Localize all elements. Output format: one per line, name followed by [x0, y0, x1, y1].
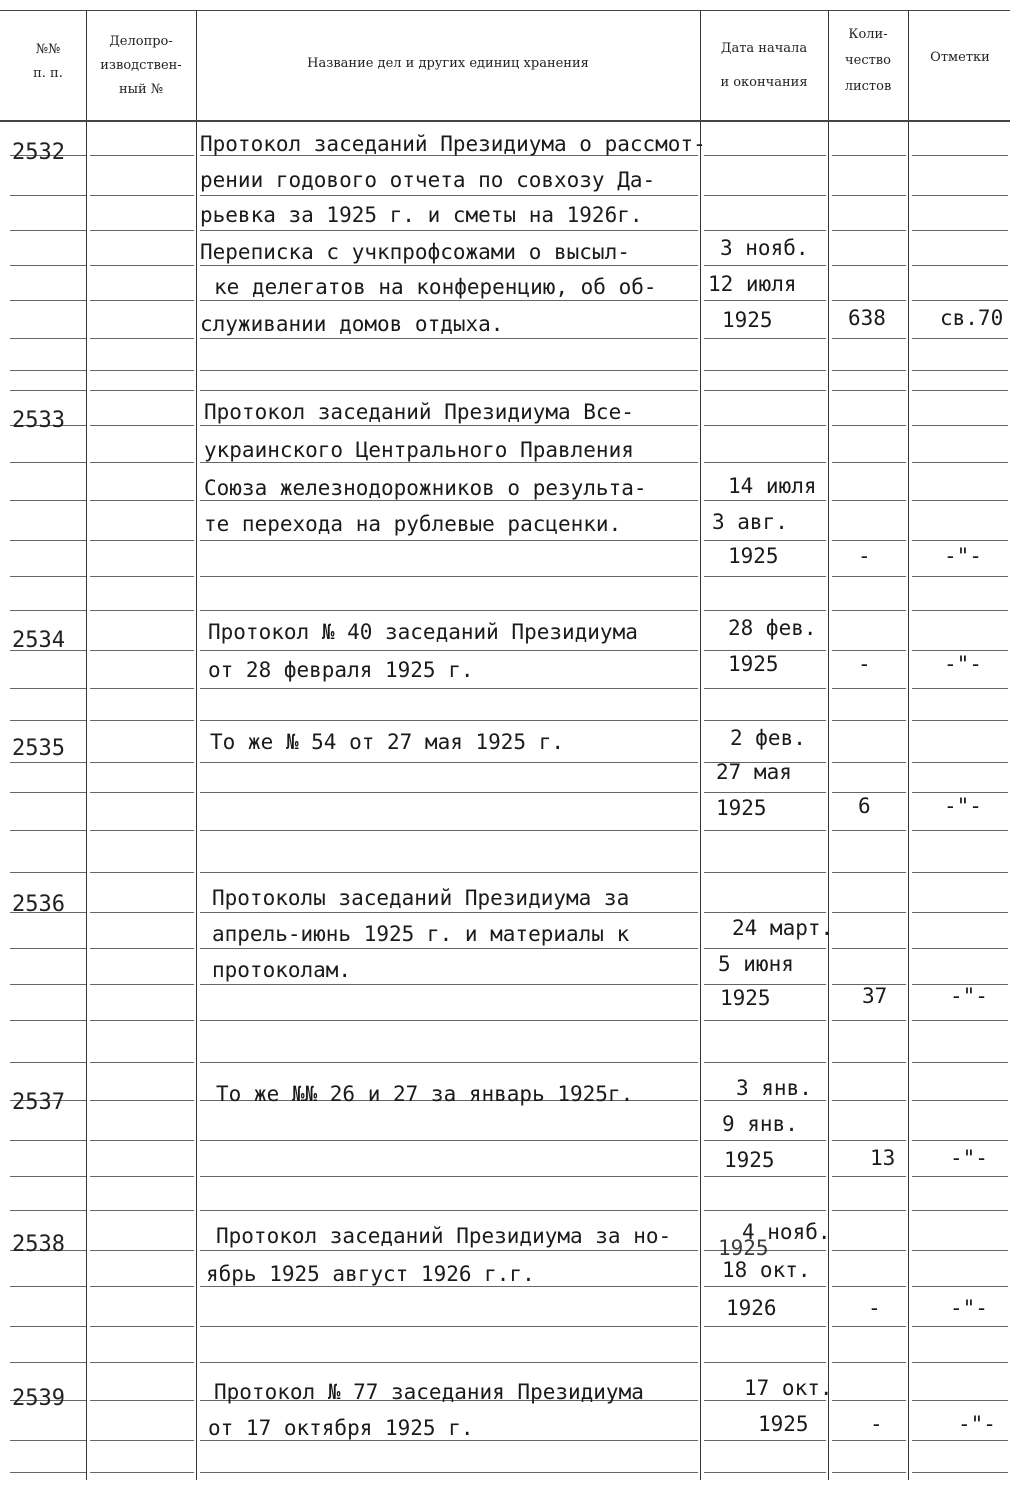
ruled-line: [832, 1100, 906, 1101]
sheet-count: -: [868, 1296, 881, 1320]
ruled-line: [912, 230, 1008, 231]
date-line: 4 нояб.: [742, 1220, 831, 1244]
ruled-line: [912, 688, 1008, 689]
ruled-line: [912, 195, 1008, 196]
title-line: Протокол заседаний Президиума Все-: [204, 400, 634, 424]
date-line: 1926: [726, 1296, 777, 1320]
ruled-line: [10, 792, 86, 793]
ruled-line: [832, 300, 906, 301]
header-number: №№ п. п.: [33, 42, 63, 81]
ruled-line: [704, 830, 826, 831]
ruled-line: [912, 948, 1008, 949]
title-line: Протокол заседаний Президиума о рассмот-: [200, 132, 706, 156]
ruled-line: [90, 1210, 194, 1211]
note: -"-: [944, 652, 982, 676]
ruled-line: [90, 1440, 194, 1441]
ruled-line: [832, 155, 906, 156]
ruled-line: [90, 390, 194, 391]
ruled-line: [912, 1286, 1008, 1287]
column-border: [196, 10, 197, 1480]
ruled-line: [90, 912, 194, 913]
ruled-line: [90, 1472, 194, 1473]
ruled-line: [90, 984, 194, 985]
ruled-line: [912, 1210, 1008, 1211]
title-line: те перехода на рублевые расценки.: [204, 512, 622, 536]
ruled-line: [90, 1100, 194, 1101]
ruled-line: [90, 762, 194, 763]
ruled-line: [704, 792, 826, 793]
date-line: 1925: [718, 1236, 769, 1260]
ruled-line: [832, 872, 906, 873]
ruled-line: [200, 1210, 698, 1211]
ruled-line: [200, 540, 698, 541]
column-border: [700, 10, 701, 1480]
ruled-line: [832, 425, 906, 426]
ruled-line: [704, 1400, 826, 1401]
ruled-line: [90, 720, 194, 721]
ruled-line: [912, 425, 1008, 426]
column-border: [908, 10, 909, 1480]
ruled-line: [832, 195, 906, 196]
title-line: То же № 54 от 27 мая 1925 г.: [210, 730, 565, 754]
ruled-line: [832, 540, 906, 541]
ruled-line: [832, 610, 906, 611]
ruled-line: [10, 576, 86, 577]
date-line: 3 авг.: [712, 510, 788, 534]
ruled-line: [90, 1020, 194, 1021]
ruled-line: [912, 830, 1008, 831]
ruled-line: [10, 1362, 86, 1363]
ruled-line: [200, 912, 698, 913]
ruled-line: [90, 576, 194, 577]
ruled-line: [200, 830, 698, 831]
ruled-line: [704, 1286, 826, 1287]
ruled-line: [200, 650, 698, 651]
ruled-line: [10, 830, 86, 831]
sheet-count: -: [858, 544, 871, 568]
ruled-line: [90, 688, 194, 689]
header-title: Название дел и других единиц хранения: [307, 56, 589, 71]
date-line: 2 фев.: [730, 726, 806, 750]
ruled-line: [90, 195, 194, 196]
ruled-line: [704, 912, 826, 913]
ruled-line: [10, 1020, 86, 1021]
ruled-line: [10, 872, 86, 873]
ruled-line: [90, 155, 194, 156]
ruled-line: [90, 230, 194, 231]
header-bottom-rule: [0, 120, 1010, 122]
note: -"-: [944, 794, 982, 818]
ruled-line: [912, 1400, 1008, 1401]
ruled-line: [832, 762, 906, 763]
ruled-line: [912, 500, 1008, 501]
ruled-line: [832, 1062, 906, 1063]
date-line: 12 июля: [708, 272, 797, 296]
ruled-line: [832, 265, 906, 266]
ruled-line: [832, 1472, 906, 1473]
ruled-line: [200, 1326, 698, 1327]
title-line: апрель-июнь 1925 г. и материалы к: [212, 922, 630, 946]
ruled-line: [704, 720, 826, 721]
ruled-line: [832, 462, 906, 463]
row-number: 2535: [12, 736, 65, 761]
ruled-line: [10, 300, 86, 301]
ruled-line: [10, 500, 86, 501]
ruled-line: [912, 576, 1008, 577]
date-line: 1925: [720, 986, 771, 1010]
ruled-line: [704, 1062, 826, 1063]
ruled-line: [704, 370, 826, 371]
row-number: 2534: [12, 628, 65, 653]
ruled-line: [832, 650, 906, 651]
note: -"-: [958, 1412, 996, 1436]
ruled-line: [10, 1140, 86, 1141]
ruled-line: [912, 540, 1008, 541]
row-number: 2539: [12, 1386, 65, 1411]
row-number: 2538: [12, 1232, 65, 1257]
note: -"-: [944, 544, 982, 568]
row-number: 2532: [12, 140, 65, 165]
ruled-line: [704, 540, 826, 541]
title-line: рьевка за 1925 г. и сметы на 1926г.: [200, 203, 643, 227]
ruled-line: [912, 390, 1008, 391]
ruled-line: [704, 1472, 826, 1473]
ruled-line: [200, 462, 698, 463]
ruled-line: [10, 1286, 86, 1287]
ruled-line: [704, 462, 826, 463]
ruled-line: [912, 720, 1008, 721]
ruled-line: [200, 948, 698, 949]
ruled-line: [10, 265, 86, 266]
ruled-line: [832, 1286, 906, 1287]
date-line: 18 окт.: [722, 1258, 811, 1282]
date-line: 3 нояб.: [720, 236, 809, 260]
date-line: 1925: [724, 1148, 775, 1172]
ruled-line: [10, 948, 86, 949]
ruled-line: [90, 792, 194, 793]
ruled-line: [90, 500, 194, 501]
ruled-line: [90, 1176, 194, 1177]
title-line: Переписка с учкпрофсожами о высыл-: [200, 240, 630, 264]
ruled-line: [704, 1326, 826, 1327]
ruled-line: [704, 265, 826, 266]
date-line: 1925: [716, 796, 767, 820]
ruled-line: [912, 1440, 1008, 1441]
ruled-line: [704, 1362, 826, 1363]
ruled-line: [832, 948, 906, 949]
ruled-line: [912, 1362, 1008, 1363]
ruled-line: [832, 792, 906, 793]
ruled-line: [832, 1326, 906, 1327]
date-line: 3 янв.: [736, 1076, 812, 1100]
ruled-line: [832, 1250, 906, 1251]
ruled-line: [10, 1326, 86, 1327]
ruled-line: [10, 1210, 86, 1211]
ruled-line: [912, 650, 1008, 651]
ruled-line: [10, 720, 86, 721]
ruled-line: [90, 370, 194, 371]
ruled-line: [912, 300, 1008, 301]
ruled-line: [10, 390, 86, 391]
ruled-line: [90, 1286, 194, 1287]
title-line: от 28 февраля 1925 г.: [208, 658, 474, 682]
ruled-line: [832, 1362, 906, 1363]
ruled-line: [200, 1062, 698, 1063]
sheet-count: -: [858, 652, 871, 676]
ruled-line: [90, 650, 194, 651]
ruled-line: [704, 300, 826, 301]
title-line: ябрь 1925 август 1926 г.г.: [206, 1262, 535, 1286]
date-line: 1925: [722, 308, 773, 332]
ruled-line: [10, 610, 86, 611]
ruled-line: [200, 425, 698, 426]
ruled-line: [90, 425, 194, 426]
ruled-line: [912, 762, 1008, 763]
ruled-line: [200, 610, 698, 611]
ruled-line: [832, 370, 906, 371]
ruled-line: [832, 576, 906, 577]
ruled-line: [912, 265, 1008, 266]
ruled-line: [200, 230, 698, 231]
ruled-line: [90, 338, 194, 339]
ruled-line: [832, 1140, 906, 1141]
date-line: 24 март.: [732, 916, 834, 940]
ruled-line: [912, 792, 1008, 793]
ruled-line: [832, 338, 906, 339]
title-line: протоколам.: [212, 958, 352, 982]
title-line: от 17 октября 1925 г.: [208, 1416, 474, 1440]
ruled-line: [912, 1326, 1008, 1327]
ruled-line: [704, 948, 826, 949]
ruled-line: [704, 230, 826, 231]
ruled-line: [200, 1286, 698, 1287]
ruled-line: [832, 1210, 906, 1211]
title-line: Протокол заседаний Президиума за но-: [216, 1224, 672, 1248]
note: -"-: [950, 1146, 988, 1170]
ruled-line: [200, 370, 698, 371]
ruled-line: [832, 390, 906, 391]
ruled-line: [704, 1440, 826, 1441]
ruled-line: [912, 1176, 1008, 1177]
ruled-line: [90, 872, 194, 873]
ruled-line: [10, 370, 86, 371]
ruled-line: [200, 390, 698, 391]
ruled-line: [832, 830, 906, 831]
row-number: 2533: [12, 408, 65, 433]
ruled-line: [704, 1210, 826, 1211]
ruled-line: [200, 792, 698, 793]
note: -"-: [950, 984, 988, 1008]
ruled-line: [90, 1250, 194, 1251]
column-border: [86, 10, 87, 1480]
ruled-line: [90, 1362, 194, 1363]
ruled-line: [832, 1400, 906, 1401]
title-line: То же №№ 26 и 27 за январь 1925г.: [216, 1082, 634, 1106]
ruled-line: [200, 720, 698, 721]
ruled-line: [704, 1176, 826, 1177]
title-line: Протокол № 77 заседания Президиума: [214, 1380, 644, 1404]
ruled-line: [90, 1140, 194, 1141]
note: -"-: [950, 1296, 988, 1320]
ruled-line: [832, 500, 906, 501]
ruled-line: [704, 155, 826, 156]
ruled-line: [832, 1020, 906, 1021]
header-office-number: Делопро- изводствен- ный №: [100, 34, 182, 97]
date-line: 27 мая: [716, 760, 792, 784]
ruled-line: [200, 1472, 698, 1473]
sheet-count: 6: [858, 794, 871, 818]
ruled-line: [200, 500, 698, 501]
ruled-line: [10, 540, 86, 541]
ruled-line: [200, 338, 698, 339]
ruled-line: [704, 500, 826, 501]
note: св.70: [940, 306, 1004, 330]
ruled-line: [200, 1250, 698, 1251]
ruled-line: [912, 1250, 1008, 1251]
ruled-line: [200, 265, 698, 266]
ruled-line: [704, 1100, 826, 1101]
date-line: 17 окт.: [744, 1376, 833, 1400]
ruled-line: [912, 155, 1008, 156]
date-line: 1925: [728, 652, 779, 676]
ruled-line: [90, 300, 194, 301]
ruled-line: [704, 610, 826, 611]
ruled-line: [200, 195, 698, 196]
ruled-line: [912, 338, 1008, 339]
ruled-line: [832, 1440, 906, 1441]
ruled-line: [912, 1140, 1008, 1141]
title-line: Протоколы заседаний Президиума за: [212, 886, 630, 910]
ruled-line: [200, 1176, 698, 1177]
ruled-line: [90, 948, 194, 949]
ruled-line: [832, 688, 906, 689]
ruled-line: [10, 762, 86, 763]
ruled-line: [90, 462, 194, 463]
ruled-line: [200, 300, 698, 301]
ruled-line: [10, 338, 86, 339]
ruled-line: [90, 1400, 194, 1401]
ruled-line: [200, 872, 698, 873]
ruled-line: [200, 576, 698, 577]
ruled-line: [912, 1020, 1008, 1021]
ruled-line: [10, 230, 86, 231]
ruled-line: [10, 688, 86, 689]
ruled-line: [10, 195, 86, 196]
date-line: 1925: [758, 1412, 809, 1436]
title-line: украинского Центрального Правления: [204, 438, 634, 462]
date-line: 9 янв.: [722, 1112, 798, 1136]
title-line: ке делегатов на конференцию, об об-: [214, 275, 657, 299]
ruled-line: [90, 540, 194, 541]
ruled-line: [912, 462, 1008, 463]
date-line: 1925: [728, 544, 779, 568]
ruled-line: [10, 1176, 86, 1177]
ruled-line: [832, 1176, 906, 1177]
sheet-count: -: [870, 1412, 883, 1436]
title-line: Протокол № 40 заседаний Президиума: [208, 620, 638, 644]
row-number: 2536: [12, 892, 65, 917]
row-number: 2537: [12, 1090, 65, 1115]
ruled-line: [200, 1020, 698, 1021]
ruled-line: [704, 688, 826, 689]
ruled-line: [90, 1062, 194, 1063]
sheet-count: 37: [862, 984, 888, 1008]
title-line: рении годового отчета по совхозу Да-: [200, 168, 656, 192]
date-line: 14 июля: [728, 474, 817, 498]
ruled-line: [704, 650, 826, 651]
ruled-line: [90, 610, 194, 611]
header-notes: Отметки: [930, 50, 990, 65]
ruled-line: [832, 230, 906, 231]
ruled-line: [200, 1140, 698, 1141]
ruled-line: [10, 984, 86, 985]
ruled-line: [90, 830, 194, 831]
ruled-line: [704, 576, 826, 577]
ruled-line: [10, 462, 86, 463]
ruled-line: [704, 338, 826, 339]
ruled-line: [200, 688, 698, 689]
ruled-line: [912, 1100, 1008, 1101]
ruled-line: [10, 1440, 86, 1441]
ruled-line: [704, 195, 826, 196]
ruled-line: [10, 1472, 86, 1473]
ruled-line: [832, 720, 906, 721]
ruled-line: [912, 912, 1008, 913]
date-line: 28 фев.: [728, 616, 817, 640]
title-line: служивании домов отдыха.: [200, 312, 504, 336]
ruled-line: [200, 1440, 698, 1441]
sheet-count: 638: [848, 306, 886, 330]
ruled-line: [704, 390, 826, 391]
ruled-line: [200, 984, 698, 985]
ruled-line: [704, 1140, 826, 1141]
ruled-line: [704, 984, 826, 985]
ruled-line: [912, 1472, 1008, 1473]
ruled-line: [90, 1326, 194, 1327]
header-dates: Дата начала и окончания: [720, 41, 808, 90]
ruled-line: [912, 370, 1008, 371]
sheet-count: 13: [870, 1146, 896, 1170]
ruled-line: [10, 1062, 86, 1063]
ruled-line: [704, 1020, 826, 1021]
ruled-line: [704, 872, 826, 873]
ruled-line: [90, 265, 194, 266]
title-line: Союза железнодорожников о результа-: [204, 476, 647, 500]
header-top-rule: [0, 10, 1010, 11]
ruled-line: [912, 610, 1008, 611]
ruled-line: [832, 912, 906, 913]
date-line: 5 июня: [718, 952, 794, 976]
ruled-line: [704, 425, 826, 426]
column-border: [828, 10, 829, 1480]
ruled-line: [200, 1362, 698, 1363]
header-sheets: Коли- чество листов: [844, 27, 892, 94]
ruled-line: [912, 1062, 1008, 1063]
ruled-line: [912, 872, 1008, 873]
ruled-line: [200, 762, 698, 763]
